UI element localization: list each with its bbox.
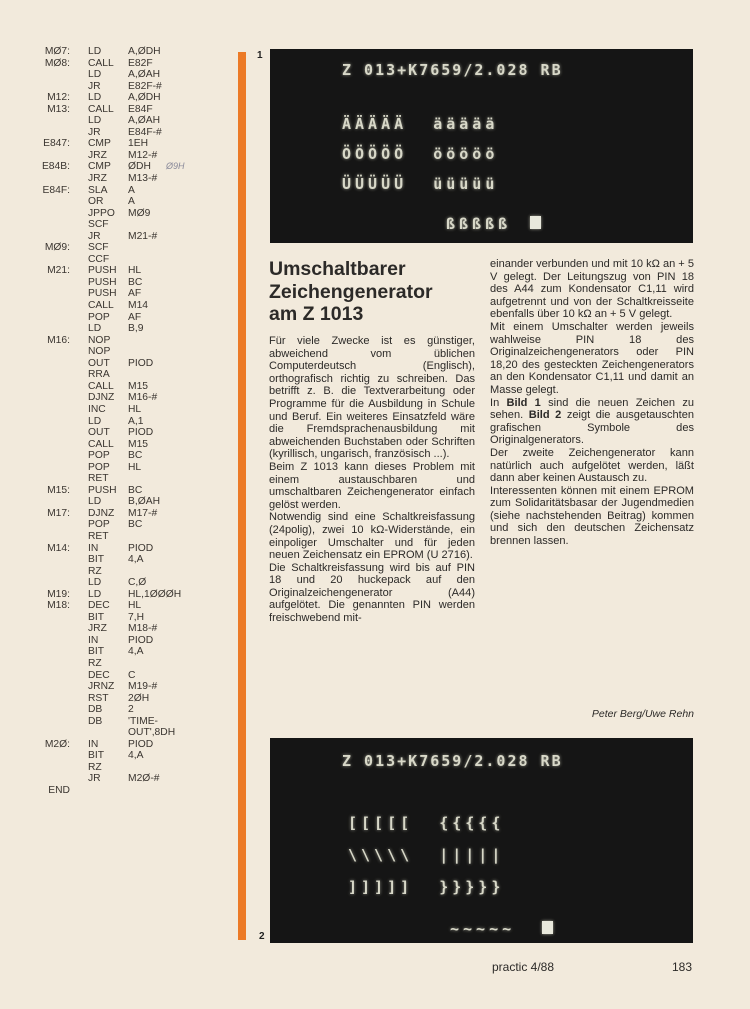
listing-line: [0, 727, 226, 739]
listing-label: M18:: [47, 600, 70, 612]
listing-line: [0, 231, 226, 243]
listing-opcode: LD: [88, 588, 102, 600]
listing-line: [0, 346, 226, 358]
listing-operand: OUT',8DH: [128, 727, 176, 739]
figure-ref-1: Bild 1: [506, 396, 541, 409]
listing-operand: A: [128, 196, 135, 208]
listing-operand: M17-#: [128, 507, 158, 519]
listing-operand: 2ØH: [128, 692, 150, 704]
listing-opcode: JR: [88, 230, 101, 242]
listing-opcode: CALL: [88, 380, 114, 392]
headline-line: Umschaltbarer: [269, 258, 406, 280]
listing-operand: BC: [128, 519, 143, 531]
listing-line: [0, 416, 226, 428]
listing-opcode: POP: [88, 519, 110, 531]
figure-1-row: ÄÄÄÄÄ äääää: [342, 115, 499, 133]
listing-opcode: POP: [88, 461, 110, 473]
listing-line: [0, 92, 226, 104]
listing-label: M16:: [47, 334, 70, 346]
listing-line: [0, 161, 226, 173]
listing-line: [0, 439, 226, 451]
listing-opcode: NOP: [88, 334, 111, 346]
listing-opcode: PUSH: [88, 288, 117, 300]
listing-operand: PIOD: [128, 634, 154, 646]
orange-accent-bar: [238, 52, 246, 940]
listing-line: [0, 288, 226, 300]
listing-opcode: RET: [88, 530, 109, 542]
listing-line: [0, 173, 226, 185]
listing-opcode: PUSH: [88, 484, 117, 496]
listing-opcode: RZ: [88, 761, 102, 773]
listing-opcode: RET: [88, 473, 109, 485]
listing-opcode: DJNZ: [88, 392, 115, 404]
listing-operand: PIOD: [128, 357, 154, 369]
listing-operand: M21-#: [128, 230, 158, 242]
listing-opcode: CALL: [88, 103, 114, 115]
figure-1-screen: [270, 49, 693, 243]
listing-operand: 'TIME-: [128, 715, 158, 727]
listing-opcode: CALL: [88, 300, 114, 312]
listing-operand: AF: [128, 311, 142, 323]
listing-opcode: LD: [88, 46, 102, 57]
listing-opcode: CMP: [88, 138, 111, 150]
listing-label: E847:: [43, 138, 70, 150]
listing-operand: A,ØDH: [128, 92, 161, 104]
figure-2-number: 2: [259, 931, 265, 942]
listing-opcode: JRZ: [88, 149, 107, 161]
listing-opcode: CCF: [88, 253, 110, 265]
listing-label: M12:: [47, 92, 70, 104]
listing-operand: HL: [128, 461, 142, 473]
listing-opcode: JPPO: [88, 207, 115, 219]
listing-line: [0, 566, 226, 578]
listing-opcode: LD: [88, 577, 102, 589]
listing-operand: A,1: [128, 415, 144, 427]
listing-line: [0, 242, 226, 254]
listing-line: [0, 704, 226, 716]
listing-label: MØ7:: [44, 46, 70, 57]
paragraph: Mit einem Umschalter werden jeweils wahlweise PIN 18 des Originalzeichengenerators oder PIN 18,20 des gesteckten Zeichengenerators an den Kondensator C1,11 und damit an Masse gelegt.: [490, 320, 694, 396]
listing-opcode: IN: [88, 738, 99, 750]
listing-operand: E84F-#: [128, 126, 162, 138]
listing-operand: M2Ø-#: [128, 773, 160, 785]
listing-opcode: RZ: [88, 565, 102, 577]
listing-line: [0, 739, 226, 751]
figure-2-row: ~~~~~: [450, 920, 516, 938]
listing-operand: BC: [128, 484, 143, 496]
listing-opcode: BIT: [88, 554, 105, 566]
listing-operand: HL,1ØØØH: [128, 588, 182, 600]
listing-line: [0, 450, 226, 462]
listing-line: [0, 716, 226, 728]
article-column-middle: [269, 335, 475, 625]
listing-opcode: RRA: [88, 369, 110, 381]
paragraph: [490, 397, 694, 447]
figure-2-row: ]]]]] }}}}}: [348, 878, 505, 896]
listing-line: [0, 612, 226, 624]
listing-line: [0, 531, 226, 543]
listing-line: [0, 681, 226, 693]
paragraph: Interessenten können mit einem EPROM zum Solidaritätsbasar der Jugendmedien (siehe nachstehenden Beitrag) kommen und sich den deutschen Zeichensatz brennen lassen.: [490, 484, 694, 548]
listing-line: [0, 208, 226, 220]
listing-opcode: RZ: [88, 657, 102, 669]
listing-line: [0, 404, 226, 416]
listing-line: [0, 323, 226, 335]
text-run: In: [490, 396, 507, 409]
listing-operand: BC: [128, 450, 143, 462]
listing-operand: B,9: [128, 323, 144, 335]
listing-opcode: LD: [88, 92, 102, 104]
listing-operand: E84F: [128, 103, 153, 115]
listing-opcode: BIT: [88, 750, 105, 762]
listing-label: M19:: [47, 588, 70, 600]
paragraph: Die Schaltkreisfassung wird bis auf PIN 18 und 20 huckepack auf den Originalzeichengenerator (A44) aufgelötet. Die genannten PIN werden freischwebend mit-: [269, 561, 475, 625]
figure-1-number: 1: [257, 50, 263, 61]
listing-opcode: LD: [88, 69, 102, 81]
listing-opcode: PUSH: [88, 276, 117, 288]
listing-opcode: JR: [88, 126, 101, 138]
listing-operand: AF: [128, 288, 142, 300]
listing-opcode: SCF: [88, 242, 109, 254]
magazine-issue: practic 4/88: [492, 960, 555, 974]
figure-1-title-line: Z 013+K7659/2.028 RB: [342, 61, 563, 79]
listing-line: [0, 265, 226, 277]
listing-line: [0, 277, 226, 289]
cursor-block: [542, 921, 553, 934]
figure-ref-2: Bild 2: [528, 409, 562, 422]
listing-handwritten-note: Ø9H: [166, 161, 185, 172]
listing-line: [0, 335, 226, 347]
listing-line: [0, 185, 226, 197]
listing-line: [0, 462, 226, 474]
article-column-right: [490, 258, 694, 548]
paragraph: einander verbunden und mit 10 kΩ an + 5 V gelegt. Der Leitungszug von PIN 18 des A44 zum Kondensator C1,11 wird aufgetrennt und von der Schaltkreisseite ebenfalls über 10 kΩ an + 5 V gelegt.: [490, 258, 694, 321]
listing-operand: 7,H: [128, 611, 145, 623]
listing-line: [0, 127, 226, 139]
paragraph: Der zweite Zeichengenerator kann natürlich auch aufgelötet werden, läßt dann aber keinen Austausch zu.: [490, 446, 694, 485]
listing-operand: M15: [128, 438, 149, 450]
listing-opcode: OUT: [88, 357, 110, 369]
listing-line: [0, 196, 226, 208]
listing-operand: C,Ø: [128, 577, 147, 589]
listing-opcode: LD: [88, 415, 102, 427]
listing-opcode: INC: [88, 403, 106, 415]
listing-operand: PIOD: [128, 427, 154, 439]
figure-2-title-line: Z 013+K7659/2.028 RB: [342, 752, 563, 770]
listing-line: [0, 577, 226, 589]
listing-opcode: NOP: [88, 346, 111, 358]
listing-opcode: LD: [88, 496, 102, 508]
paragraph: Notwendig sind eine Schaltkreisfassung (24polig), zwei 10 kΩ-Widerstände, ein einpoliger Umschalter und für jeden neuen Zeichensatz ein EPROM (U 2716).: [269, 511, 475, 562]
listing-line: [0, 150, 226, 162]
listing-opcode: JR: [88, 773, 101, 785]
listing-operand: M13-#: [128, 173, 158, 185]
listing-operand: MØ9: [128, 207, 151, 219]
listing-opcode: RST: [88, 692, 109, 704]
listing-label: M15:: [47, 484, 70, 496]
listing-line: [0, 519, 226, 531]
figure-2-screen: [270, 738, 693, 943]
page-number: 183: [672, 960, 693, 974]
text-run: zeigt die ausgetauschten grafischen Symbole des Originalgenerators.: [490, 409, 694, 447]
listing-opcode: BIT: [88, 611, 105, 623]
listing-line: [0, 485, 226, 497]
listing-label: M2Ø:: [44, 738, 70, 750]
listing-operand: HL: [128, 403, 142, 415]
listing-label: M13:: [47, 103, 70, 115]
listing-line: [0, 473, 226, 485]
listing-line: [0, 115, 226, 127]
listing-operand: M16-#: [128, 392, 158, 404]
paragraph: Für viele Zwecke ist es günstiger, abweichend vom üblichen Computerdeutsch (Englisch), orthografisch richtig zu schreiben. Das betrifft z. B. die Textverarbeitung oder Programme für die Ausbildung in Schule und Beruf. Ein weiteres Einsatzfeld wäre die Fremdsprachenausbildung mit abweichenden Buchstaben oder Schriften (kyrillisch, ungarisch, französisch ...).: [269, 335, 475, 461]
listing-operand: PIOD: [128, 738, 154, 750]
listing-operand: 4,A: [128, 750, 144, 762]
listing-operand: BC: [128, 276, 143, 288]
listing-operand: 4,A: [128, 554, 144, 566]
listing-operand: PIOD: [128, 542, 154, 554]
listing-label: MØ9:: [44, 242, 70, 254]
listing-opcode: BIT: [88, 646, 105, 658]
listing-operand: HL: [128, 265, 142, 277]
listing-line: [0, 773, 226, 785]
listing-opcode: POP: [88, 450, 110, 462]
listing-opcode: JRNZ: [88, 681, 115, 693]
figure-1-row: ÜÜÜÜÜ üüüüü: [342, 175, 499, 193]
listing-line: [0, 104, 226, 116]
listing-operand: A,ØDH: [128, 46, 161, 57]
listing-operand: 1EH: [128, 138, 149, 150]
listing-line: [0, 58, 226, 70]
listing-line: [0, 358, 226, 370]
listing-opcode: DJNZ: [88, 507, 115, 519]
listing-line: [0, 254, 226, 266]
listing-label: E84B:: [41, 161, 70, 173]
listing-operand: 4,A: [128, 646, 144, 658]
listing-opcode: DEC: [88, 669, 110, 681]
listing-line: [0, 381, 226, 393]
listing-line: [0, 600, 226, 612]
listing-opcode: LD: [88, 115, 102, 127]
listing-line: [0, 785, 226, 797]
listing-line: [0, 543, 226, 555]
listing-label: M14:: [47, 542, 70, 554]
listing-line: [0, 670, 226, 682]
listing-operand: C: [128, 669, 136, 681]
listing-line: [0, 646, 226, 658]
listing-opcode: PUSH: [88, 265, 117, 277]
listing-opcode: JRZ: [88, 623, 107, 635]
listing-line: [0, 46, 226, 58]
listing-operand: 2: [128, 704, 134, 716]
listing-opcode: IN: [88, 542, 99, 554]
article-headline: [269, 258, 479, 326]
listing-line: [0, 81, 226, 93]
listing-operand: HL: [128, 600, 142, 612]
headline-line: am Z 1013: [269, 303, 364, 325]
listing-opcode: JR: [88, 80, 101, 92]
listing-opcode: OR: [88, 196, 104, 208]
listing-label: MØ8:: [44, 57, 70, 69]
listing-opcode: CALL: [88, 57, 114, 69]
listing-line: [0, 508, 226, 520]
listing-line: [0, 750, 226, 762]
listing-opcode: CMP: [88, 161, 111, 173]
listing-line: [0, 623, 226, 635]
listing-opcode: DB: [88, 715, 103, 727]
listing-operand: ØDH: [128, 161, 151, 173]
figure-2-row: [[[[[ {{{{{: [348, 814, 505, 832]
listing-opcode: POP: [88, 311, 110, 323]
listing-label: M17:: [47, 507, 70, 519]
headline-line: Zeichengenerator: [269, 280, 433, 303]
listing-line: [0, 635, 226, 647]
listing-operand: A,ØAH: [128, 115, 161, 127]
listing-operand: M18-#: [128, 623, 158, 635]
listing-operand: M19-#: [128, 681, 158, 693]
listing-operand: M14: [128, 300, 149, 312]
figure-1-row: ßßßßß: [446, 215, 512, 233]
listing-operand: M12-#: [128, 149, 158, 161]
listing-line: [0, 369, 226, 381]
listing-label: E84F:: [42, 184, 70, 196]
listing-operand: E82F: [128, 57, 153, 69]
figure-2-row: \\\\\ |||||: [348, 846, 505, 864]
listing-opcode: DB: [88, 704, 103, 716]
paragraph: Beim Z 1013 kann dieses Problem mit einem austauschbaren und umschaltbaren Zeichengenerator einfach gelöst werden.: [269, 460, 475, 511]
author-byline: Peter Berg/Uwe Rehn: [591, 708, 694, 720]
listing-operand: A: [128, 184, 135, 196]
text-run: sind die neuen Zeichen zu sehen.: [490, 396, 694, 422]
listing-opcode: SCF: [88, 219, 109, 231]
listing-opcode: DEC: [88, 600, 110, 612]
listing-line: [0, 658, 226, 670]
assembler-listing: [0, 46, 226, 797]
listing-line: [0, 300, 226, 312]
listing-label: M21:: [47, 265, 70, 277]
listing-opcode: OUT: [88, 427, 110, 439]
listing-opcode: CALL: [88, 438, 114, 450]
listing-opcode: LD: [88, 323, 102, 335]
listing-opcode: IN: [88, 634, 99, 646]
listing-line: [0, 69, 226, 81]
listing-line: [0, 312, 226, 324]
listing-operand: A,ØAH: [128, 69, 161, 81]
listing-label: END: [48, 785, 70, 796]
listing-opcode: SLA: [88, 184, 108, 196]
listing-line: [0, 762, 226, 774]
listing-line: [0, 496, 226, 508]
listing-opcode: JRZ: [88, 173, 107, 185]
listing-line: [0, 589, 226, 601]
listing-operand: B,ØAH: [128, 496, 161, 508]
listing-line: [0, 427, 226, 439]
listing-line: [0, 693, 226, 705]
listing-line: [0, 554, 226, 566]
listing-operand: E82F-#: [128, 80, 162, 92]
listing-operand: M15: [128, 380, 149, 392]
listing-line: [0, 219, 226, 231]
listing-line: [0, 138, 226, 150]
listing-line: [0, 392, 226, 404]
cursor-block: [530, 216, 541, 229]
figure-1-row: ÖÖÖÖÖ ööööö: [342, 145, 499, 163]
